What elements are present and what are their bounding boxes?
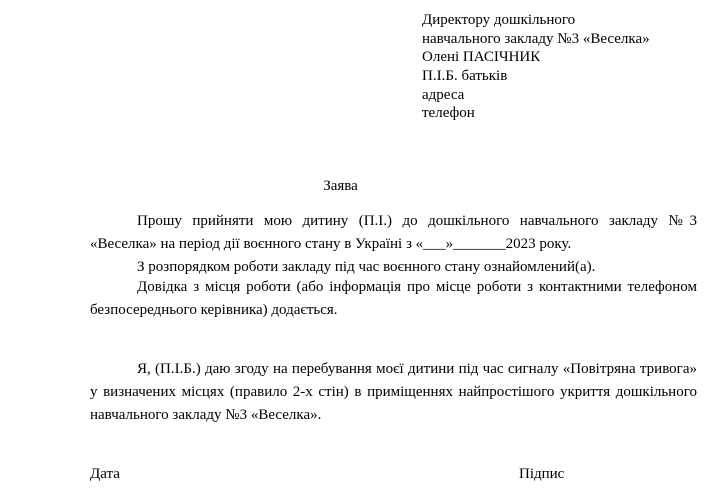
addressee-title: Директору дошкільного — [422, 12, 576, 28]
address-field: адреса — [422, 87, 465, 103]
paragraph-schedule-ack-text: З розпорядком роботи закладу під час воєнного стану ознайомлений(а). — [137, 259, 596, 275]
paragraph-consent — [90, 358, 697, 427]
phone-field: телефон — [422, 105, 475, 121]
parent-name-field: П.І.Б. батьків — [422, 68, 508, 84]
signature-label: Підпис — [519, 466, 565, 482]
date-label: Дата — [90, 466, 120, 482]
paragraph-consent-text: Я, (П.І.Б.) даю згоду на перебування моєї дитини під час сигналу «Повітряна тривога» у визначених місцях (правило 2-х стін) в приміщеннях найпростішого укриття дошкільного навчального закладу №3 «Веселка». — [90, 361, 697, 423]
document-title — [0, 177, 717, 196]
document-title-text: Заява — [323, 178, 358, 194]
paragraph-work-certificate — [90, 276, 697, 322]
paragraph-work-certificate-text: Довідка з місця роботи (або інформація про місце роботи з контактними телефоном безпосереднього керівника) додається. — [90, 279, 697, 318]
paragraph-request-text: Прошу прийняти мою дитину (П.І.) до дошкільного навчального закладу №3 «Веселка» на період дії воєнного стану в Україні з «___»_______2023 року. — [90, 213, 697, 252]
addressee-institution: навчального закладу №3 «Веселка» — [422, 31, 650, 47]
paragraph-request — [90, 210, 697, 256]
addressee-name: Олені ПАСІЧНИК — [422, 49, 541, 65]
